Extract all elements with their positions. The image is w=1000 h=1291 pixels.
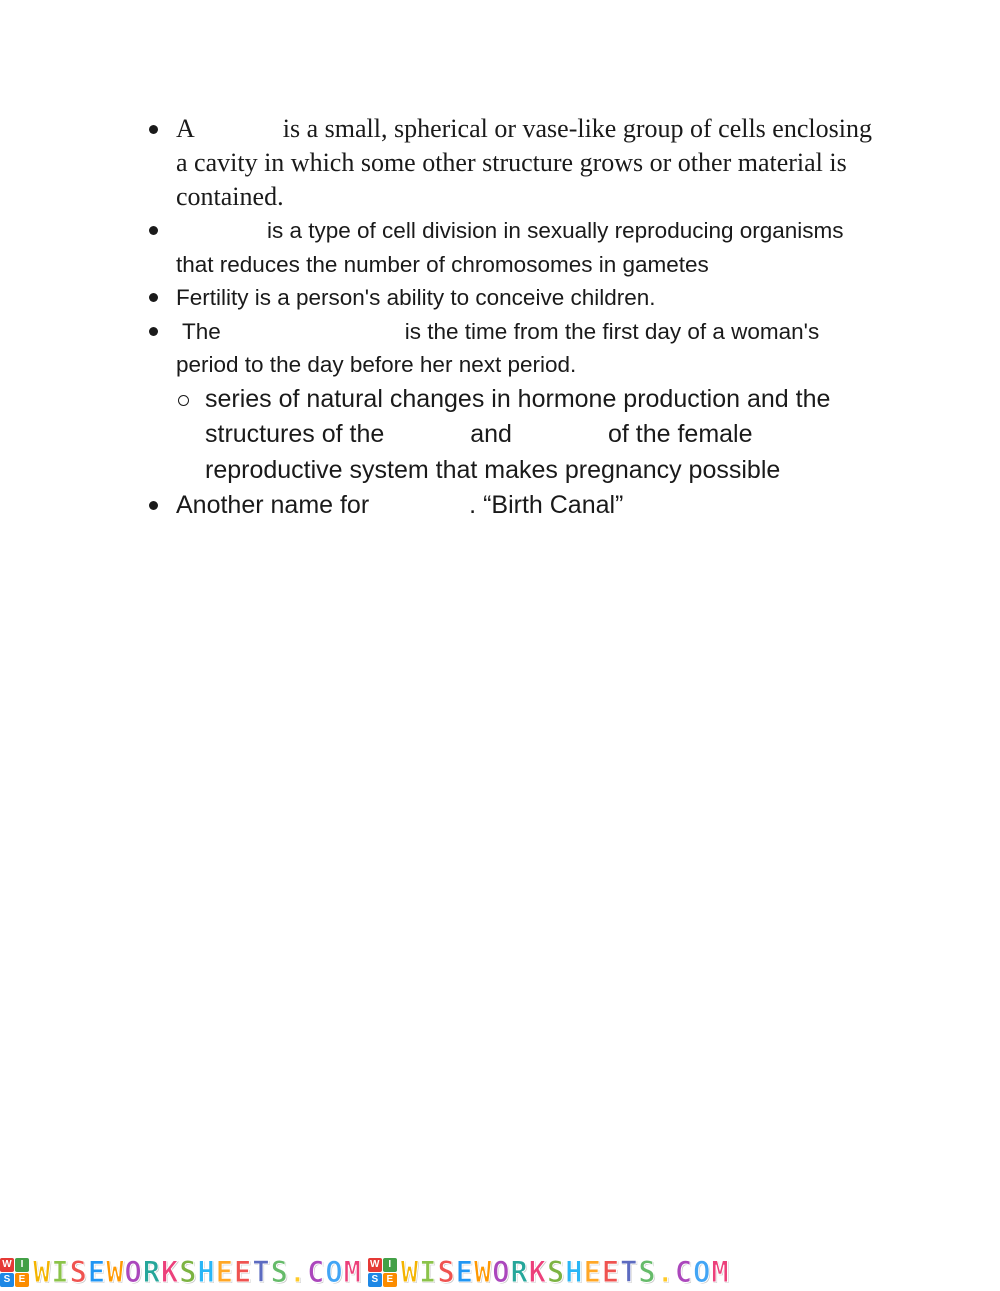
brand-letter: I — [51, 1255, 70, 1289]
brand-letter: H — [565, 1255, 584, 1289]
list-item-meiosis — [146, 214, 876, 281]
item-text: . “Birth Canal” — [469, 491, 624, 519]
brand-letter: S — [546, 1255, 566, 1289]
sub-item-text: series of natural changes in hormone production and the structures of the — [205, 384, 831, 448]
brand-letter: M — [711, 1255, 730, 1289]
brand-letter: T — [619, 1255, 639, 1289]
sub-list-wrapper — [146, 382, 876, 489]
item-prefix: A — [176, 114, 195, 143]
sub-bullet-list — [146, 382, 876, 489]
brand-letter: H — [197, 1255, 216, 1289]
item-text: is the time from the first day of a woman's period to the day before her next period. — [176, 318, 820, 377]
list-item-menstrual-cycle — [146, 315, 876, 382]
brand-letter: S — [69, 1255, 88, 1289]
brand-letter: E — [601, 1255, 620, 1289]
bullet-icon — [149, 327, 158, 336]
brand-letter: S — [270, 1255, 289, 1289]
item-text: is a small, spherical or vase-like group of cells enclosing a cavity in which some other structure grows or other material is contained. — [176, 114, 872, 211]
brand-letter: W — [106, 1255, 125, 1289]
brand-letter: O — [325, 1255, 344, 1289]
logo-letter: E — [383, 1273, 397, 1287]
sub-list-item — [146, 382, 876, 489]
item-prefix: The — [182, 318, 221, 344]
brand-letter: W — [473, 1255, 493, 1289]
item-prefix: Another name for — [176, 491, 370, 519]
brand-letter: C — [674, 1255, 694, 1289]
logo-letter: I — [15, 1258, 29, 1272]
brand-letter: O — [492, 1255, 511, 1289]
brand-letter: W — [33, 1255, 52, 1289]
brand-letter: . — [656, 1255, 675, 1289]
brand-wordmark — [401, 1254, 730, 1291]
list-item-vagina — [146, 488, 876, 524]
item-text: is a type of cell division in sexually reproducing organisms that reduces the number of chromosomes in gametes — [176, 218, 844, 277]
logo-badge-icon — [368, 1258, 397, 1287]
brand-letter: C — [306, 1255, 326, 1289]
bullet-icon — [149, 125, 158, 134]
brand-letter: O — [124, 1255, 143, 1289]
logo-letter: S — [368, 1273, 382, 1287]
item-text: Fertility is a person's ability to conceive children. — [176, 285, 656, 310]
brand-letter: S — [638, 1255, 657, 1289]
list-item-follicle — [146, 112, 876, 214]
bullet-list — [146, 112, 876, 524]
logo-letter: I — [383, 1258, 397, 1272]
sub-item-text: and — [470, 420, 512, 448]
brand-letter: K — [528, 1255, 547, 1289]
brand-wordmark — [33, 1254, 362, 1291]
brand-letter: R — [510, 1255, 529, 1289]
list-item-fertility — [146, 281, 876, 315]
brand-letter: W — [400, 1255, 420, 1289]
logo-badge-icon — [0, 1258, 29, 1287]
brand-letter: R — [142, 1255, 161, 1289]
brand-letter: E — [583, 1255, 602, 1289]
logo-letter: E — [15, 1273, 29, 1287]
footer-watermark-strip — [0, 1254, 1000, 1291]
bullet-icon — [149, 501, 158, 510]
brand-letter: T — [252, 1255, 271, 1289]
wiseworksheets-logo — [368, 1254, 730, 1291]
brand-letter: E — [455, 1255, 474, 1289]
hollow-bullet-icon — [178, 395, 189, 406]
brand-letter: S — [179, 1255, 198, 1289]
brand-letter: E — [215, 1255, 234, 1289]
bullet-icon — [149, 226, 158, 235]
sub-item-text: of the female reproductive system that makes pregnancy possible — [205, 420, 781, 484]
logo-letter: W — [368, 1258, 382, 1272]
brand-letter: S — [437, 1255, 456, 1289]
brand-letter: . — [288, 1255, 307, 1289]
brand-letter: E — [233, 1255, 253, 1289]
brand-letter: E — [87, 1255, 107, 1289]
bullet-icon — [149, 293, 158, 302]
logo-letter: W — [0, 1258, 14, 1272]
logo-letter: S — [0, 1273, 14, 1287]
wiseworksheets-logo — [0, 1254, 362, 1291]
brand-letter: K — [160, 1255, 180, 1289]
brand-letter: M — [343, 1255, 362, 1289]
brand-letter: O — [693, 1255, 712, 1289]
brand-letter: I — [419, 1255, 438, 1289]
